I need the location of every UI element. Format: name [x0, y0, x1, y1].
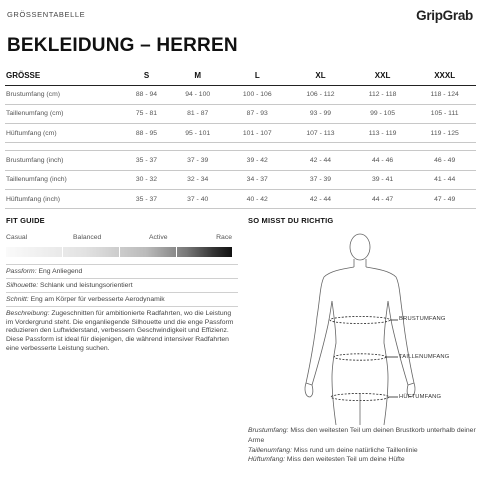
hip-label: HÜFTUMFANG — [399, 394, 442, 400]
column-header: GRÖSSE — [5, 66, 123, 85]
table-cell: 119 - 125 — [413, 124, 476, 143]
fit-scale-bar — [6, 247, 232, 257]
table-cell: 46 - 49 — [413, 151, 476, 170]
table-row — [5, 85, 476, 104]
fit-label-race: Race — [216, 234, 232, 241]
table-cell: 95 - 101 — [170, 124, 225, 143]
chest-label: BRUSTUMFANG — [399, 316, 446, 322]
measurement-notes — [248, 426, 478, 465]
fit-label-active: Active — [149, 234, 168, 241]
schnitt-line: Schnitt: Eng am Körper für verbesserte Aerodynamik — [6, 296, 165, 303]
row-label: Taillenumfang (inch) — [5, 170, 123, 189]
note-chest: Brustumfang: Miss den weitesten Teil um deinen Brustkorb unterhalb deiner Arme — [248, 427, 476, 444]
fit-scale-labels — [6, 234, 232, 244]
row-label: Brustumfang (cm) — [5, 85, 123, 104]
brand-logo: GripGrab — [416, 8, 473, 23]
table-cell: 107 - 113 — [289, 124, 352, 143]
table-cell: 34 - 37 — [225, 170, 289, 189]
table-row — [5, 151, 476, 170]
column-header: M — [170, 66, 225, 85]
fit-label-balanced: Balanced — [73, 234, 102, 241]
table-cell: 37 - 40 — [170, 189, 225, 208]
table-cell: 44 - 47 — [352, 189, 414, 208]
table-cell: 88 - 95 — [123, 124, 170, 143]
table-cell: 32 - 34 — [170, 170, 225, 189]
table-cell: 35 - 37 — [123, 151, 170, 170]
note-waist: Taillenumfang: Miss rund um deine natürliche Taillenlinie — [248, 446, 418, 454]
table-cell: 37 - 39 — [289, 170, 352, 189]
table-cell: 100 - 106 — [225, 85, 289, 104]
table-row — [5, 104, 476, 123]
table-row — [5, 124, 476, 143]
table-row — [5, 189, 476, 208]
table-cell: 87 - 93 — [225, 104, 289, 123]
column-header: S — [123, 66, 170, 85]
table-cell: 47 - 49 — [413, 189, 476, 208]
row-label: Hüftumfang (inch) — [5, 189, 123, 208]
note-hip: Hüftumfang: Miss den weitesten Teil um deine Hüfte — [248, 456, 405, 464]
table-cell: 99 - 105 — [352, 104, 414, 123]
table-cell: 113 - 119 — [352, 124, 414, 143]
table-cell: 112 - 118 — [352, 85, 414, 104]
column-header: XL — [289, 66, 352, 85]
table-spacer — [5, 143, 476, 151]
table-cell: 42 - 44 — [289, 151, 352, 170]
row-label: Taillenumfang (cm) — [5, 104, 123, 123]
table-cell: 37 - 39 — [170, 151, 225, 170]
table-cell: 44 - 46 — [352, 151, 414, 170]
table-cell: 35 - 37 — [123, 189, 170, 208]
table-cell: 118 - 124 — [413, 85, 476, 104]
waist-label: TAILLENUMFANG — [399, 354, 450, 360]
divider — [6, 306, 238, 307]
passform-line: Passform: Eng Anliegend — [6, 268, 83, 275]
column-header: L — [225, 66, 289, 85]
document-label: GRÖSSENTABELLE — [7, 10, 86, 19]
page-title: BEKLEIDUNG – HERREN — [7, 35, 238, 56]
table-cell: 39 - 41 — [352, 170, 414, 189]
table-cell: 30 - 32 — [123, 170, 170, 189]
table-cell: 105 - 111 — [413, 104, 476, 123]
table-cell: 41 - 44 — [413, 170, 476, 189]
table-cell: 39 - 42 — [225, 151, 289, 170]
fit-label-casual: Casual — [6, 234, 28, 241]
table-cell: 94 - 100 — [170, 85, 225, 104]
divider — [6, 292, 238, 293]
table-cell: 42 - 44 — [289, 189, 352, 208]
table-cell: 75 - 81 — [123, 104, 170, 123]
divider — [6, 278, 238, 279]
header — [7, 8, 473, 24]
table-cell: 101 - 107 — [225, 124, 289, 143]
table-cell: 40 - 42 — [225, 189, 289, 208]
how-to-measure-title: SO MISST DU RICHTIG — [248, 216, 334, 225]
divider — [6, 264, 238, 265]
size-table — [5, 66, 476, 209]
fit-guide-title: FIT GUIDE — [6, 216, 45, 225]
table-cell: 81 - 87 — [170, 104, 225, 123]
beschreibung-text: Beschreibung: Zugeschnitten für ambitionierte Radfahrten, wo die Leistung im Vordergrund steht. Die enganliegende Silhouette und die enge Passform reduzieren den Luftwiderstand, verbessern Geschwindigkeit und Effizienz. Diese Passform ist ideal für diejenigen, die während intensiver Radfahrten eine verbesserte Leistung suchen. — [6, 310, 234, 352]
silhouette-line: Silhouette: Schlank und leistungsorientiert — [6, 282, 133, 289]
row-label: Hüftumfang (cm) — [5, 124, 123, 143]
column-header: XXL — [352, 66, 414, 85]
table-cell: 88 - 94 — [123, 85, 170, 104]
table-row — [5, 170, 476, 189]
column-header: XXXL — [413, 66, 476, 85]
row-label: Brustumfang (inch) — [5, 151, 123, 170]
size-table-header — [5, 66, 476, 85]
table-cell: 93 - 99 — [289, 104, 352, 123]
table-cell: 106 - 112 — [289, 85, 352, 104]
